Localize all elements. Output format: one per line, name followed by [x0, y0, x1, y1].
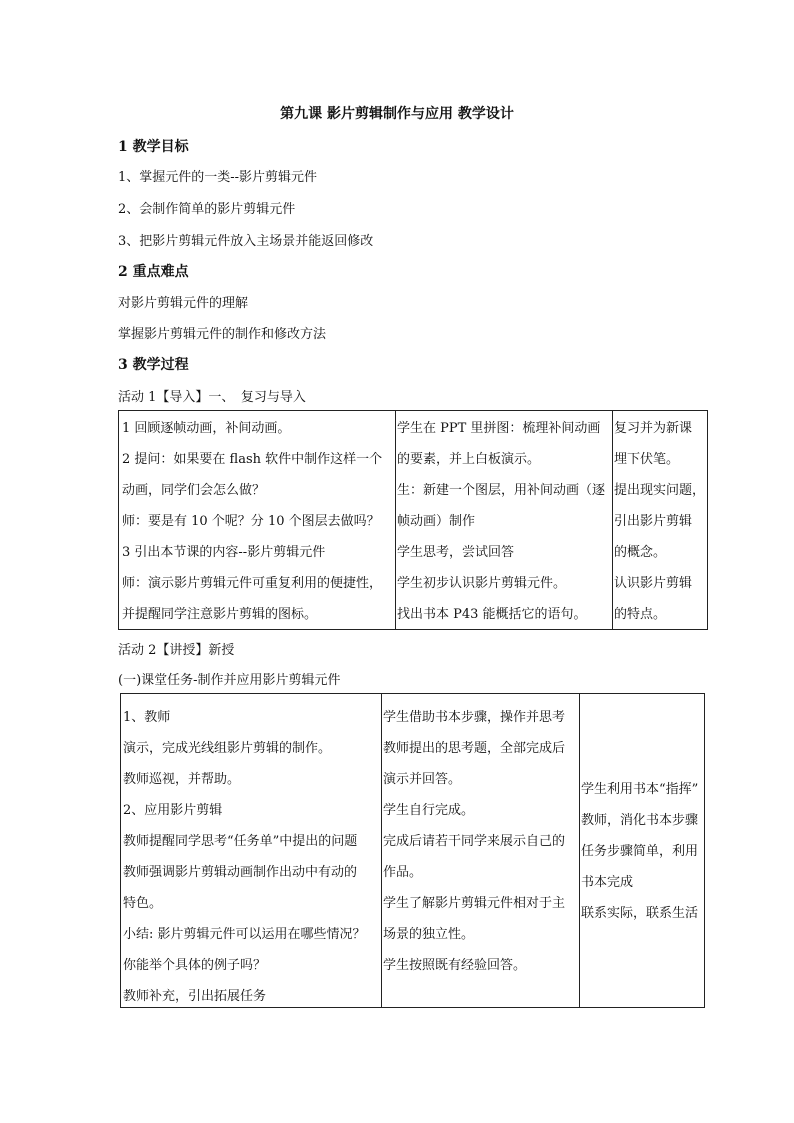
text-line: 师：要是有 10 个呢？分 10 个图层去做吗？: [122, 514, 380, 529]
text-line: 学生自行完成。: [383, 803, 475, 818]
text-line: 你能举个具体的例子吗？: [123, 958, 267, 973]
text-line: 复习并为新课: [614, 421, 693, 436]
activity1-intent-cell: [614, 413, 707, 630]
activity1-student-cell: [397, 413, 611, 630]
text-line: 特色。: [123, 896, 163, 911]
text-line: 任务步骤简单，利用: [581, 844, 699, 859]
text-line: 联系实际，联系生活: [581, 906, 699, 921]
text-line: 学生利用书本“指挥”: [581, 782, 699, 797]
activity2-intent-cell: [581, 774, 704, 929]
text-line: 学生在 PPT 里拼图：梳理补间动画: [397, 421, 601, 436]
section1-heading: 1 教学目标: [118, 139, 189, 155]
text-line: 1 回顾逐帧动画，补间动画。: [122, 421, 291, 436]
text-line: 师：演示影片剪辑元件可重复利用的便捷性，: [122, 576, 383, 591]
text-line: 埋下伏笔。: [614, 452, 680, 467]
activity1-table: [118, 410, 708, 630]
text-line: 场景的独立性。: [383, 927, 475, 942]
activity1-label: 活动 1【导入】一、 复习与导入: [118, 390, 306, 405]
activity2-table: [120, 693, 705, 1008]
text-line: 学生思考，尝试回答: [397, 545, 515, 560]
activity2-teacher-cell: [123, 702, 380, 1012]
text-line: 1、教师: [123, 710, 171, 725]
text-line: 书本完成: [581, 875, 634, 890]
keypoint-item-2: 掌握影片剪辑元件的制作和修改方法: [118, 327, 327, 342]
activity1-teacher-cell: [122, 413, 394, 630]
text-line: 提出现实问题，: [614, 483, 706, 498]
text-line: 演示，完成光线组影片剪辑的制作。: [123, 741, 332, 756]
text-line: 学生了解影片剪辑元件相对于主: [383, 896, 566, 911]
text-line: 2 提问：如果要在 flash 软件中制作这样一个: [122, 452, 383, 467]
text-line: 帧动画）制作: [397, 514, 476, 529]
text-line: 学生借助书本步骤，操作并思考: [383, 710, 566, 725]
objective-item-2: 2、会制作简单的影片剪辑元件: [118, 202, 296, 217]
text-line: 教师强调影片剪辑动画制作出动中有动的: [123, 865, 358, 880]
section2-heading: 2 重点难点: [118, 264, 189, 280]
section3-heading: 3 教学过程: [118, 357, 189, 373]
text-line: 作品。: [383, 865, 423, 880]
text-line: 引出影片剪辑: [614, 514, 693, 529]
text-line: 认识影片剪辑: [614, 576, 693, 591]
text-line: 教师补充，引出拓展任务: [123, 989, 267, 1004]
objective-item-3: 3、把影片剪辑元件放入主场景并能返回修改: [118, 234, 374, 249]
text-line: 教师提醒同学思考“任务单”中提出的问题: [123, 834, 358, 849]
text-line: 的要素，并上白板演示。: [397, 452, 541, 467]
text-line: 教师提出的思考题，全部完成后: [383, 741, 566, 756]
text-line: 学生按照既有经验回答。: [383, 958, 527, 973]
objective-item-1: 1、掌握元件的一类--影片剪辑元件: [118, 170, 318, 185]
text-line: 学生初步认识影片剪辑元件。: [397, 576, 567, 591]
text-line: 找出书本 P43 能概括它的语句。: [397, 607, 587, 622]
page-title: 第九课 影片剪辑制作与应用 教学设计: [280, 106, 514, 122]
text-line: 教师巡视，并帮助。: [123, 772, 241, 787]
text-line: 教师，消化书本步骤: [581, 813, 699, 828]
activity2-label: 活动 2【讲授】新授: [118, 643, 235, 658]
text-line: 3 引出本节课的内容--影片剪辑元件: [122, 545, 326, 560]
text-line: 小结: 影片剪辑元件可以运用在哪些情况？: [123, 927, 366, 942]
activity2-student-cell: [383, 702, 578, 981]
text-line: 完成后请若干同学来展示自己的: [383, 834, 566, 849]
keypoint-item-1: 对影片剪辑元件的理解: [118, 296, 249, 311]
activity2-task: (一)课堂任务-制作并应用影片剪辑元件: [118, 673, 341, 688]
text-line: 生：新建一个图层，用补间动画（逐: [397, 483, 606, 498]
text-line: 2、应用影片剪辑: [123, 803, 223, 818]
text-line: 演示并回答。: [383, 772, 462, 787]
text-line: 的特点。: [614, 607, 667, 622]
text-line: 的概念。: [614, 545, 667, 560]
text-line: 动画，同学们会怎么做？: [122, 483, 266, 498]
text-line: 并提醒同学注意影片剪辑的图标。: [122, 607, 318, 622]
